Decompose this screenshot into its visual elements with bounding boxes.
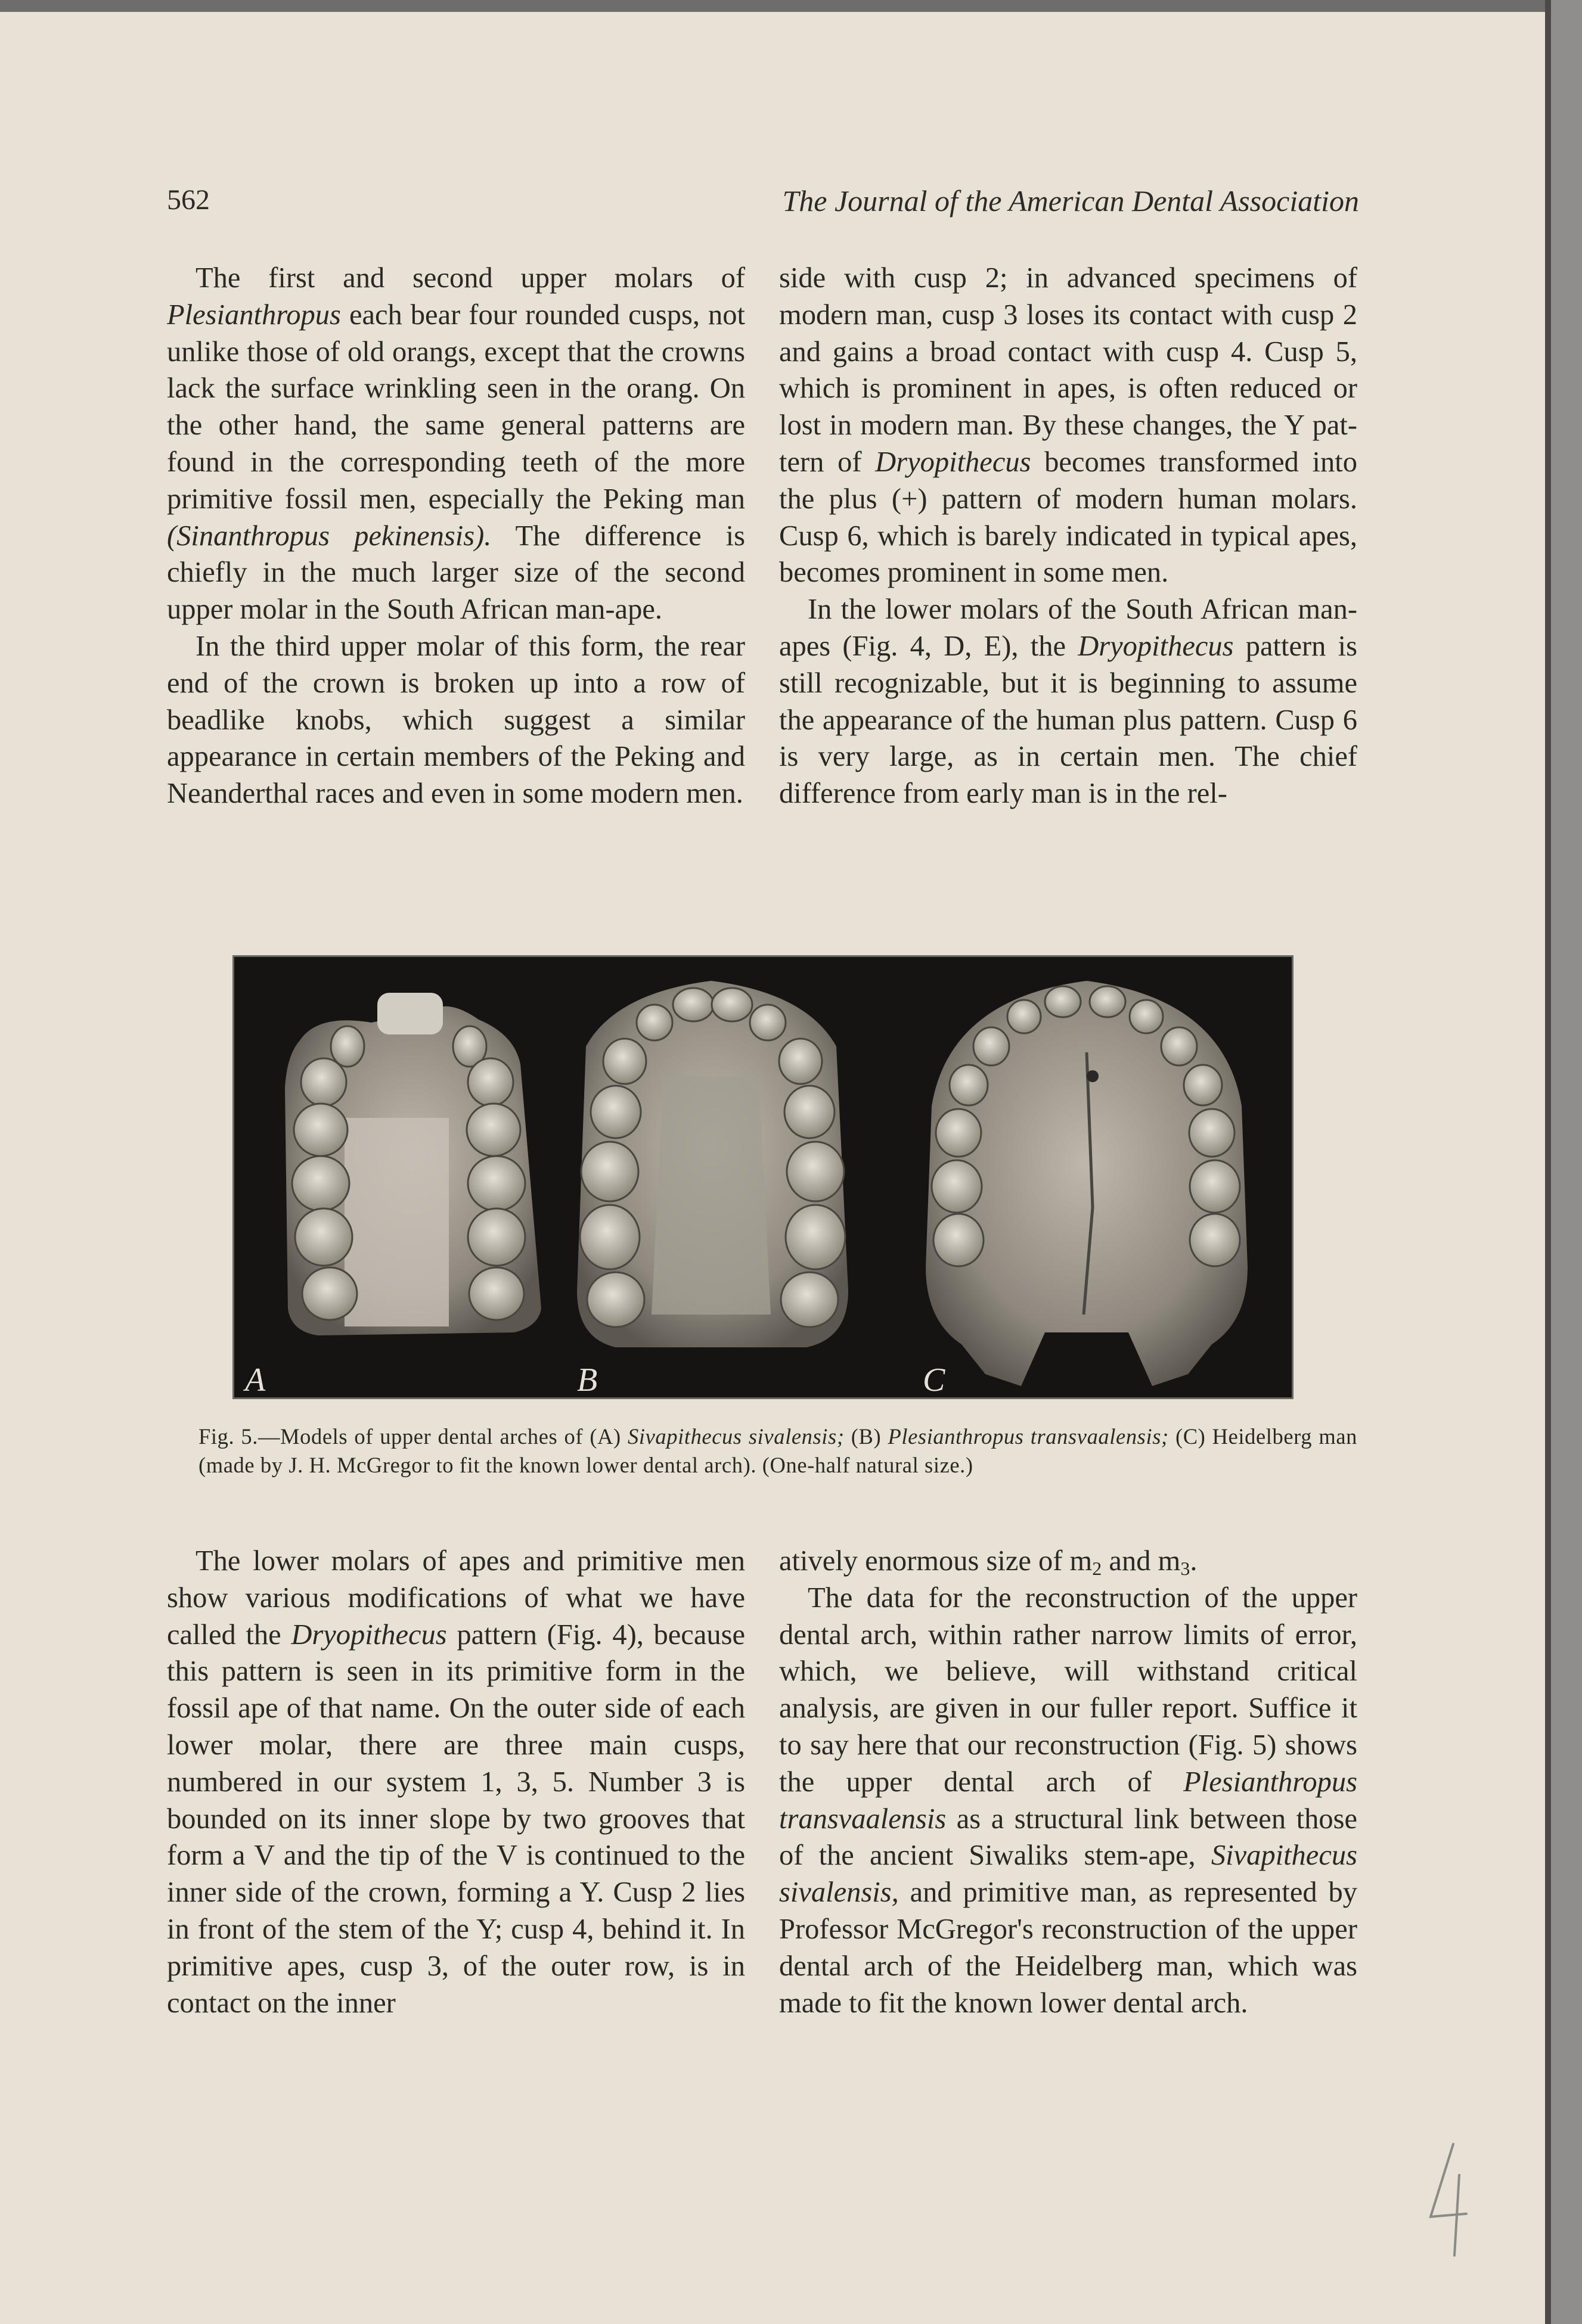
subscript: 3 (1180, 1558, 1190, 1579)
page-number: 562 (167, 184, 210, 216)
text-run: pattern is still recognizable, but it is beginning to assume the appearance of the human plus pattern. Cusp 6 is very large, as in certain men. The chief difference from early man is in the rel- (779, 630, 1357, 810)
species-name: Plesianthropus transvaalensis (779, 1766, 1357, 1835)
text-run: In the lower molars of the South African man-apes (Fig. 4, D, E), the (779, 594, 1357, 662)
species-name: Sivapithecus sivalensis; (628, 1424, 845, 1449)
genus-name: Plesianthropus (167, 299, 341, 331)
species-name: (Sinanthropus pekinensis). (167, 520, 492, 552)
scan-edge-right (1550, 0, 1582, 2324)
label-b: B (577, 1362, 598, 1397)
text-run: as a structural link between those of the ancient Siwaliks stem-ape, (779, 1803, 1357, 1872)
model-a (285, 993, 541, 1335)
species-name: Sivapithecus sivalensis, (779, 1840, 1357, 1909)
paragraph (167, 260, 745, 628)
text-run: . (1190, 1545, 1198, 1577)
column-top-right (779, 260, 1357, 812)
genus-name: Dryopithecus (1078, 630, 1234, 662)
label-c: C (923, 1362, 945, 1397)
text-run: The data for the reconstruction of the upper dental arch, within rather narrow limits of error, which, we believe, will withstand critical analysis, are given in our fuller report. Suffice it to say here that our reconstruction (Fig. 5) shows the upper dental arch of (779, 1582, 1357, 1798)
paragraph (779, 1580, 1357, 2022)
dental-arch-photograph (234, 957, 1292, 1397)
page-header (167, 184, 1359, 225)
text-run: pattern (Fig. 4), because this pattern is seen in its primitive form in the fossil ape of that name. On the outer side of each lower molar, there are three main cusps, numbered in our system 1, 3, 5. Number 3 is bounded on its inner slope by two grooves that form a V and the tip of the V is continued to the inner side of the crown, forming a Y. Cusp 2 lies in front of the stem of the Y; cusp 4, behind it. In primitive apes, cusp 3, of the outer row, is in contact on the inner (167, 1618, 745, 2019)
text-run: The difference is chiefly in the much larger size of the second upper molar in the South African man-ape. (167, 520, 745, 626)
scan-edge-shadow (1545, 0, 1551, 2324)
figure-caption (198, 1422, 1357, 1480)
figure-dental-arches (232, 955, 1293, 1399)
model-b (577, 981, 848, 1347)
column-bottom-right (779, 1543, 1357, 2021)
text-run: each bear four rounded cusps, not unlike those of old orangs, except that the crowns lack the surface wrinkling seen in the orang. On the other hand, the same general patterns are found in the corresponding teeth of the more primitive fossil men, especially the Peking man (167, 299, 745, 515)
scan-edge-top (0, 0, 1550, 12)
paragraph (779, 1543, 1357, 1580)
paragraph (779, 591, 1357, 812)
text-run: (B) (844, 1424, 888, 1449)
handwritten-mark (1425, 2139, 1472, 2258)
text-run: becomes transformed into the plus (+) pattern of modern human molars. Cusp 6, which is barely indicated in typical apes, becomes prominent in some men. (779, 446, 1357, 589)
text-run: side with cusp 2; in advanced specimens of modern man, cusp 3 loses its contact with cusp 2 and gains a broad contact with cusp 4. Cusp 5, which is prominent in apes, is often reduced or lost in modern man. By these changes, the Y pattern of (779, 262, 1357, 478)
text-run: and primitive man, as represented by Professor McGregor's reconstruction of the upper dental arch of the Heidelberg man, which was made to fit the known lower dental arch. (779, 1876, 1357, 2019)
running-title: The Journal of the American Dental Association (782, 184, 1359, 218)
text-run: The first and second upper molars of (196, 262, 745, 294)
model-c (926, 981, 1248, 1386)
paragraph (779, 260, 1357, 591)
text-run: and m (1102, 1545, 1181, 1577)
text-run: Fig. 5.—Models of upper dental arches of (A) (198, 1424, 628, 1449)
text-run: The lower molars of apes and primitive men show various modifications of what we have called the (167, 1545, 745, 1651)
column-bottom-left (167, 1543, 745, 2021)
label-a: A (245, 1362, 266, 1397)
text-run: (C) Heidelberg man (made by J. H. McGregor to fit the known lower dental arch). (One-half natural size.) (198, 1424, 1357, 1477)
genus-name: Dryopithecus (875, 446, 1031, 478)
text-run: atively enormous size of m (779, 1545, 1093, 1577)
paragraph: In the third upper molar of this form, the rear end of the crown is broken up into a row of beadlike knobs, which suggest a similar appearance in certain members of the Peking and Neanderthal races and even in some modern men. (167, 630, 745, 810)
subscript: 2 (1092, 1558, 1102, 1579)
paragraph (167, 1543, 745, 2021)
genus-name: Dryopithecus (291, 1618, 447, 1651)
species-name: Plesianthropus transvaalensis; (888, 1424, 1169, 1449)
column-top-left (167, 260, 745, 812)
